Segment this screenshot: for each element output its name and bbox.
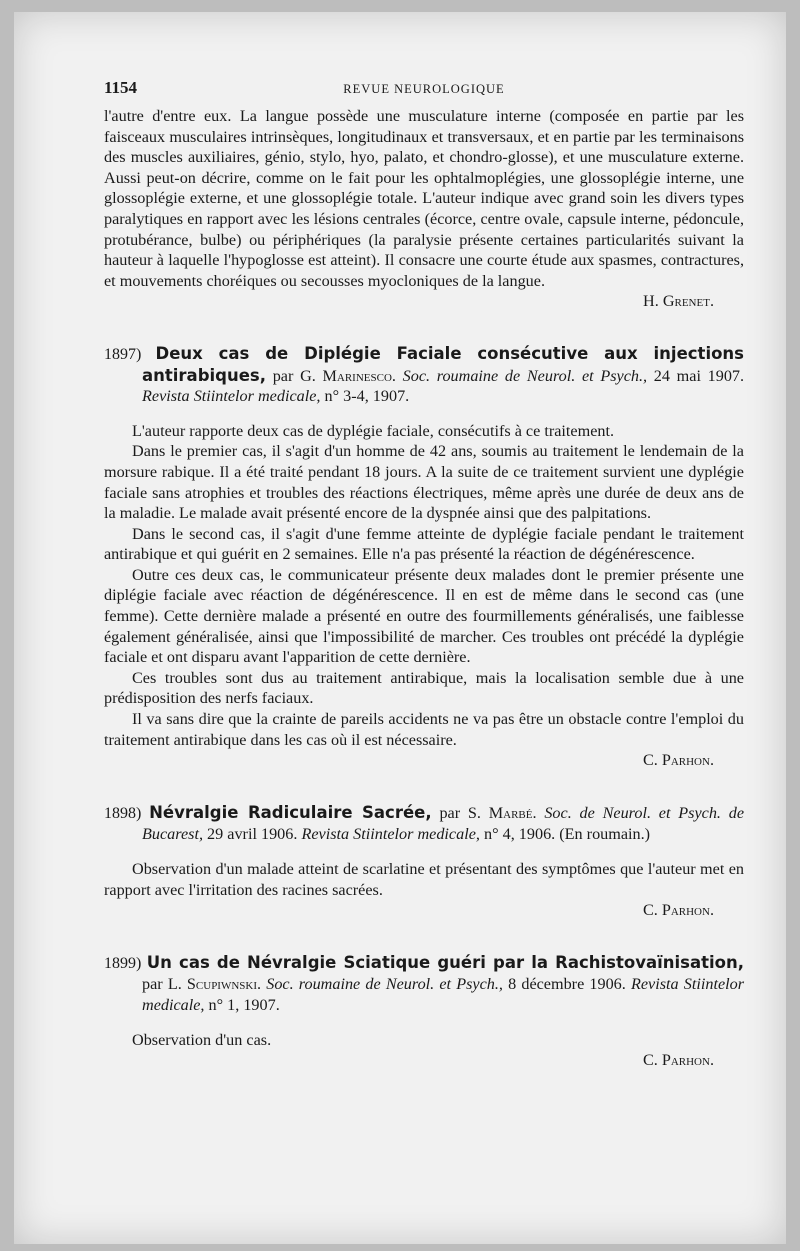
by-word: par xyxy=(142,975,163,994)
author: L. Scupiwnski. xyxy=(167,975,262,994)
abstract-body xyxy=(104,421,744,751)
body-paragraph: Outre ces deux cas, le communicateur présente deux malades dont le premier présente une diplégie faciale avec réaction de dégénérescence. Il en est de même dans le second cas (une femme). Cette dernière malade a présenté en outre des fourmillements généralisés, une faiblesse également généralisée, ainsi que l'impossibilité de marcher. Ces troubles ont précédé la dyplégie faciale et ont disparu avant l'apparition de cette dernière. xyxy=(104,565,744,667)
body-paragraph: Il va sans dire que la crainte de pareils accidents ne va pas être un obstacle contre l'emploi du traitement antirabique dans les cas où il est nécessaire. xyxy=(104,710,744,749)
abstract-1898 xyxy=(104,803,744,921)
issue: n° 1, 1907. xyxy=(208,995,280,1014)
signature: H. Grenet. xyxy=(643,292,714,311)
page-content xyxy=(104,78,744,1071)
abstract-1897 xyxy=(104,344,744,771)
source: Soc. de Neurol. et Psych. de Bucarest, xyxy=(142,803,745,844)
by-word: par xyxy=(272,366,294,385)
journal-title: REVUE NEUROLOGIQUE xyxy=(343,82,505,96)
body-paragraph: Observation d'un malade atteint de scarlatine et présentant des symptômes que l'auteur met en rapport avec l'irritation des racines sacrées. xyxy=(104,860,744,899)
source-2: Revista Stiintelor medicale, xyxy=(142,387,321,406)
source: Soc. roumaine de Neurol. et Psych., xyxy=(266,975,503,994)
scanned-page xyxy=(14,12,786,1244)
abstract-title: Un cas de Névralgie Sciatique guéri par la Rachistovaïnisation, xyxy=(146,952,745,972)
abstract-title: Névralgie Radiculaire Sacrée, xyxy=(149,802,432,822)
abstract-heading xyxy=(104,953,744,1016)
abstract-body xyxy=(104,1030,744,1051)
issue: n° 3-4, 1907. xyxy=(324,387,410,406)
abstract-number: 1898) xyxy=(104,804,142,822)
body-paragraph: L'auteur rapporte deux cas de dyplégie faciale, consécutifs à ce traitement. xyxy=(132,421,615,440)
abstract-number: 1899) xyxy=(104,954,142,972)
source-2: Revista Stiintelor medicale, xyxy=(301,825,480,844)
abstract-1899 xyxy=(104,953,744,1071)
continued-abstract xyxy=(104,106,744,312)
abstract-body xyxy=(104,859,744,900)
body-paragraph: Observation d'un cas. xyxy=(132,1030,272,1049)
running-head xyxy=(104,78,744,106)
source: Soc. roumaine de Neurol. et Psych., xyxy=(402,366,648,385)
signature: C. Parhon. xyxy=(642,901,714,920)
author: G. Marinesco. xyxy=(300,366,396,385)
abstract-heading xyxy=(104,803,744,845)
issue: n° 4, 1906. (En roumain.) xyxy=(483,825,651,844)
source-2: Revista Stiintelor medicale, xyxy=(142,975,745,1014)
signature: C. Parhon. xyxy=(642,1051,714,1070)
signature: C. Parhon. xyxy=(642,751,714,770)
abstract-heading xyxy=(104,344,744,407)
date: 24 mai 1907. xyxy=(653,366,745,385)
date: 8 décembre 1906. xyxy=(508,975,626,994)
body-paragraph: Dans le second cas, il s'agit d'une femme atteinte de dyplégie faciale pendant le traitement antirabique et qui guérit en 2 semaines. Elle n'a pas présenté la réaction de dégénérescence. xyxy=(104,524,744,564)
abstract-title: Deux cas de Diplégie Faciale consécutive aux injections antirabiques, xyxy=(142,343,745,385)
abstract-number: 1897) xyxy=(104,345,142,363)
by-word: par xyxy=(439,803,461,822)
body-paragraph: Dans le premier cas, il s'agit d'un homme de 42 ans, soumis au traitement le lendemain de la morsure rabique. Il a été traité pendant 18 jours. A la suite de ce traitement survient une dyplégie faciale sans atrophies et troubles des réactions électriques, même après une durée de deux ans de la maladie. Le malade avait présenté encore de la dyspnée ainsi que des palpitations. xyxy=(104,442,744,523)
body-paragraph: Ces troubles sont dus au traitement antirabique, mais la localisation semble due à une prédisposition des nerfs faciaux. xyxy=(104,668,744,708)
continued-paragraph: l'autre d'entre eux. La langue possède une musculature interne (composée en partie par les faisceaux musculaires intrinsèques, longitudinaux et transversaux, et en partie par les terminaisons des muscles auxiliaires, génio, stylo, hyo, palato, et chondro-glosse), et une musculature externe. Aussi peut-on décrire, comme on le fait pour les ophtalmoplégies, une glossoplégie interne, une glossoplégie externe, et une glossoplégie totale. L'auteur indique avec grand soin les divers types paralytiques en rapport avec les lésions centrales (écorce, centre ovale, capsule interne, pédoncule, protubérance, bulbe) ou périphériques (la paralysie présente certaines particularités suivant la hauteur à laquelle l'hypoglosse est atteint). Il consacre une courte étude aux spasmes, contractures, et mouvements choréiques ou secousses myocloniques de la langue. xyxy=(104,107,744,290)
author: S. Marbé. xyxy=(467,803,537,822)
date: 29 avril 1906. xyxy=(207,825,298,844)
page-number: 1154 xyxy=(104,78,138,97)
